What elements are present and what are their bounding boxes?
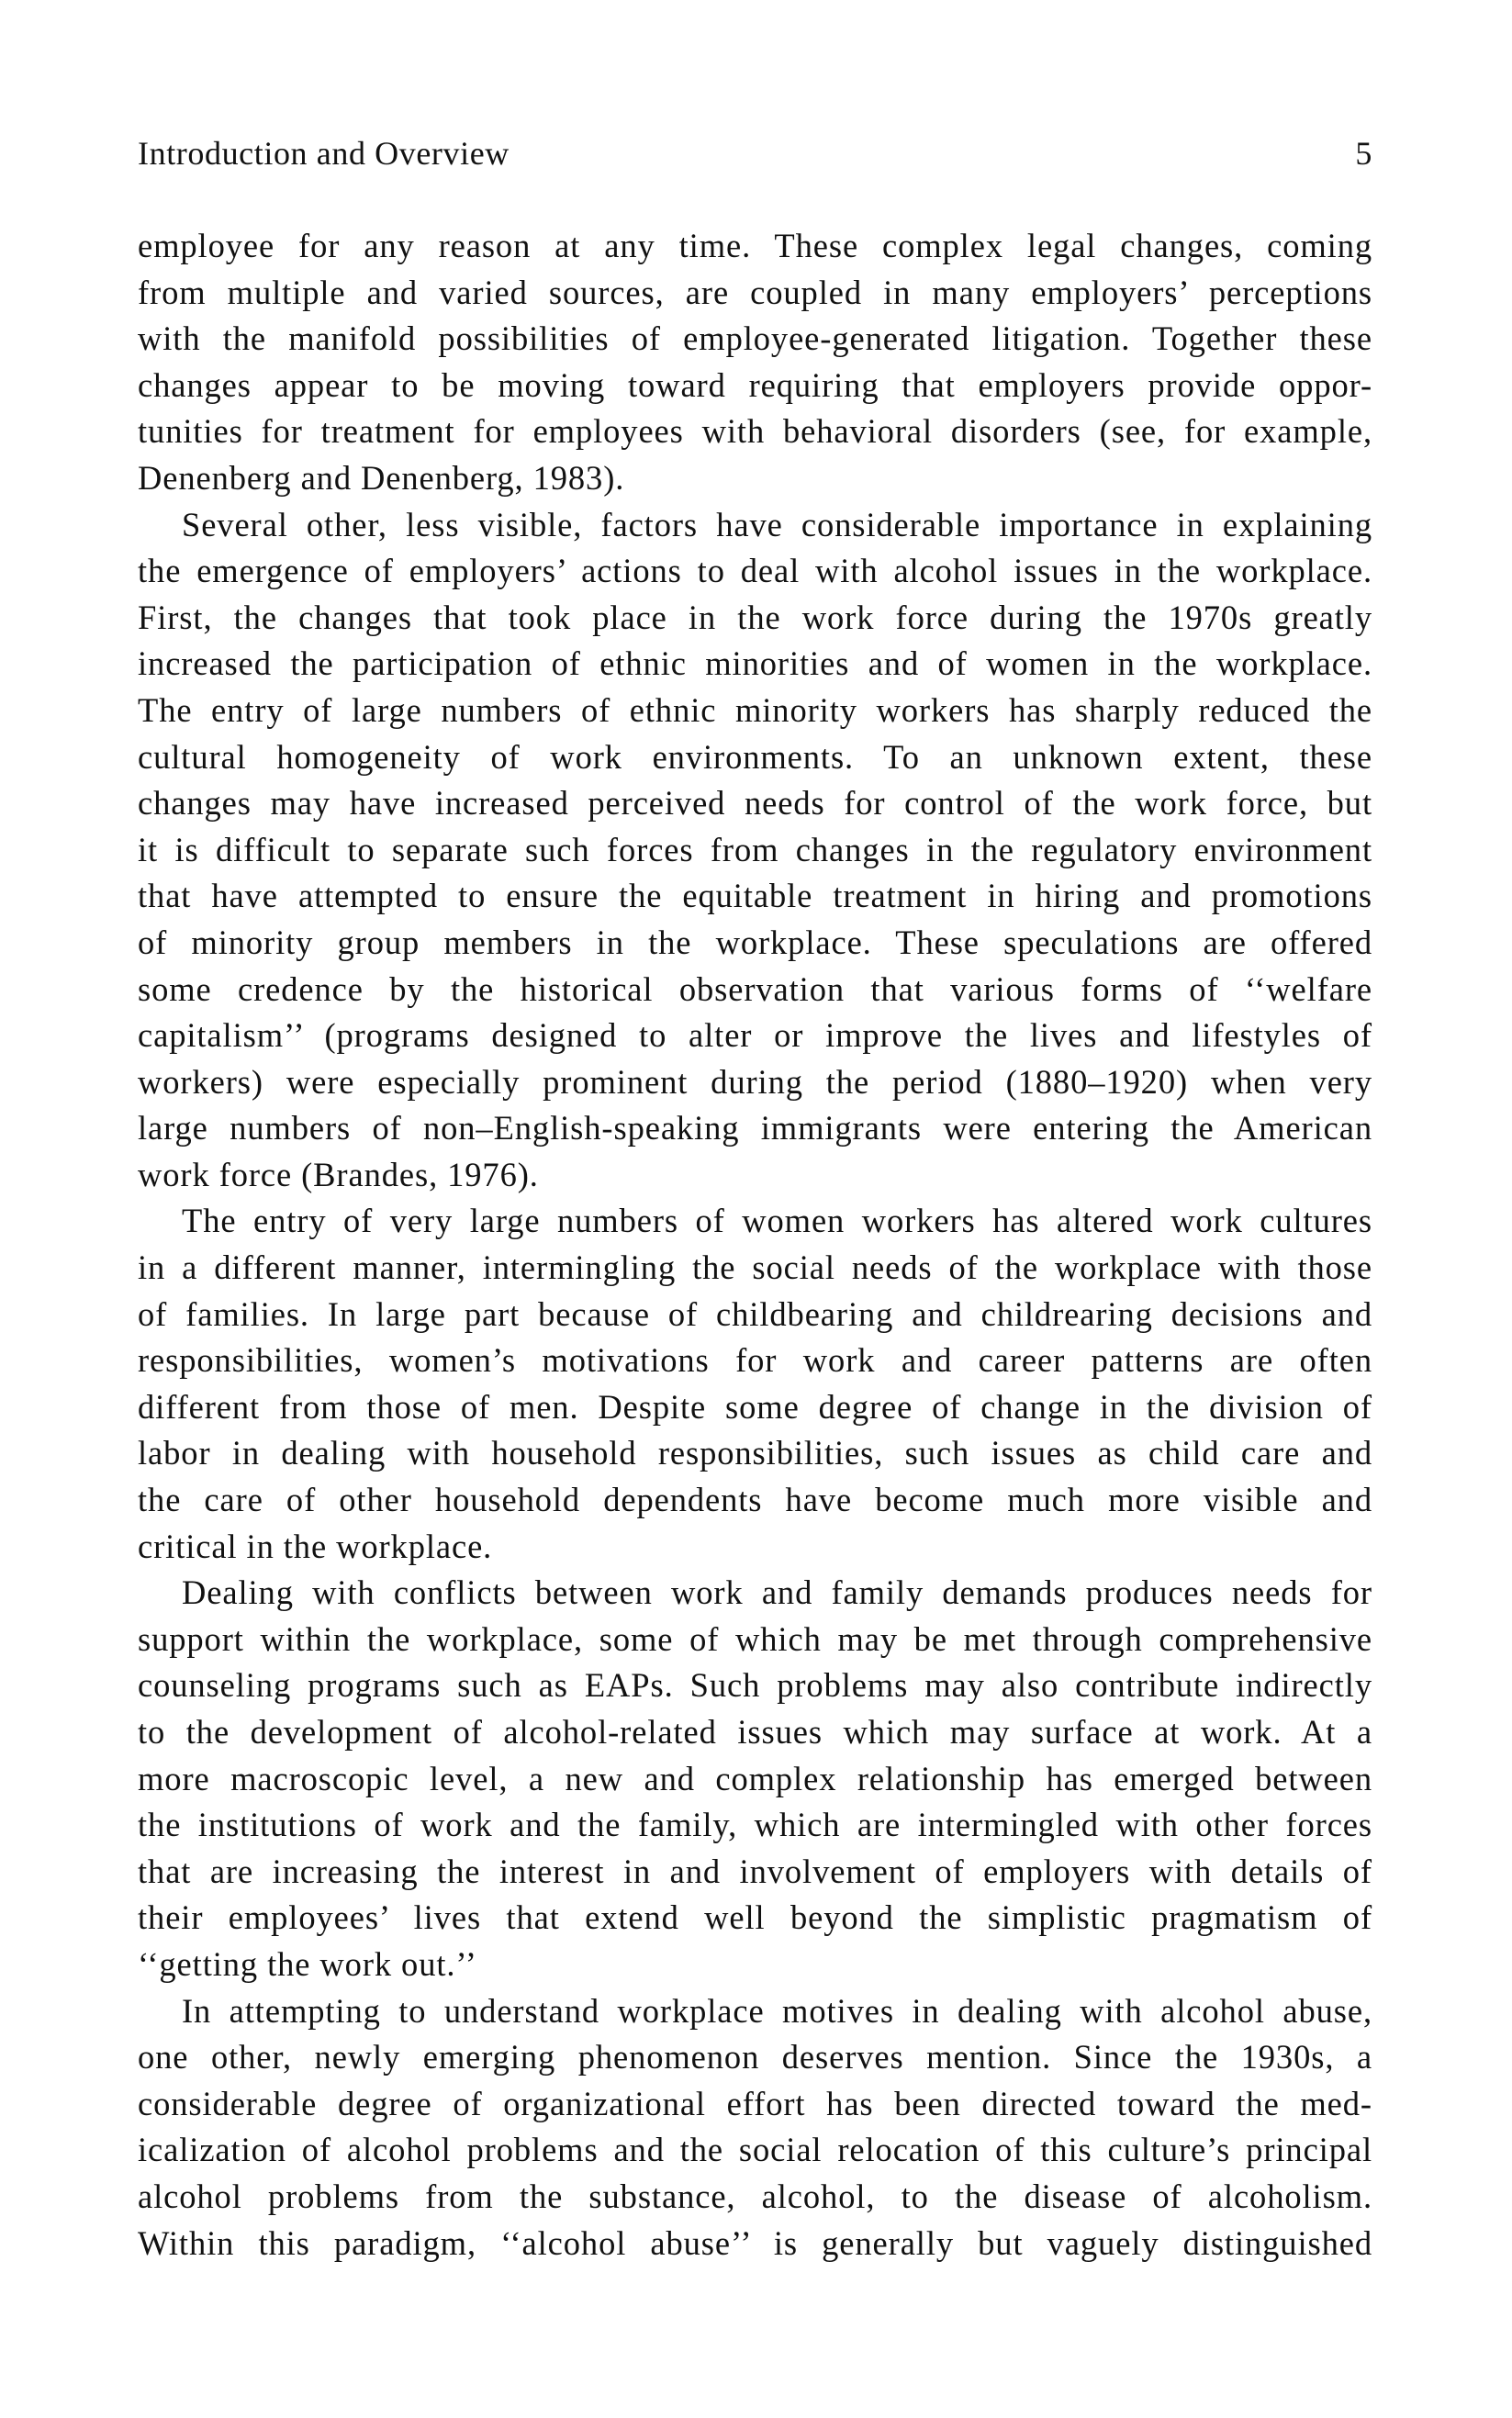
text-line: their employees’ lives that extend well beyond the simplistic pragmatism of [138,1898,1372,1937]
text-line: counseling programs such as EAPs. Such problems may also contribute indirectly [138,1666,1372,1705]
text-line: considerable degree of organizational effort has been directed toward the med- [138,2084,1372,2122]
paragraph-1 [138,223,1372,502]
text-line: Denenberg and Denenberg, 1983). [138,458,625,497]
text-line: responsibilities, women’s motivations for work and career patterns are often [138,1341,1372,1380]
text-line: changes appear to be moving toward requiring that employers provide oppor- [138,365,1372,404]
text-line: alcohol problems from the substance, alcohol, to the disease of alcoholism. [138,2177,1372,2215]
paragraph-4 [138,1570,1372,1987]
text-line: workers) were especially prominent during the period (1880–1920) when very [138,1062,1372,1101]
text-line: capitalism’’ (programs designed to alter or improve the lives and lifestyles of [138,1016,1372,1055]
text-line: cultural homogeneity of work environments. To an unknown extent, these [138,737,1372,776]
text-line: that are increasing the interest in and involvement of employers with details of [138,1852,1372,1890]
text-line: more macroscopic level, a new and complex relationship has emerged between [138,1759,1372,1797]
text-line: it is difficult to separate such forces from changes in the regulatory environment [138,830,1372,868]
text-line: ‘‘getting the work out.’’ [138,1944,477,1983]
text-line: one other, newly emerging phenomenon deserves mention. Since the 1930s, a [138,2038,1372,2077]
text-line: the emergence of employers’ actions to deal with alcohol issues in the workplace. [138,552,1372,590]
text-line: the care of other household dependents have become much more visible and [138,1481,1372,1519]
paragraph-3 [138,1198,1372,1570]
text-line: of families. In large part because of childbearing and childrearing decisions and [138,1294,1372,1333]
text-line: work force (Brandes, 1976). [138,1155,539,1193]
page-number: 5 [1355,135,1372,172]
text-line: labor in dealing with household responsibilities, such issues as child care and [138,1434,1372,1472]
text-line: in a different manner, intermingling the social needs of the workplace with those [138,1248,1372,1287]
text-line: large numbers of non–English-speaking immigrants were entering the American [138,1109,1372,1147]
text-line: Within this paradigm, ‘‘alcohol abuse’’ is generally but vaguely distinguished [138,2223,1372,2262]
text-line: employee for any reason at any time. These complex legal changes, coming [138,227,1372,264]
body-text [138,223,1372,2267]
text-line: First, the changes that took place in the work force during the 1970s greatly [138,598,1372,636]
text-line: The entry of large numbers of ethnic minority workers has sharply reduced the [138,690,1372,729]
running-head [138,133,1372,174]
text-line: The entry of very large numbers of women workers has altered work cultures [182,1202,1372,1240]
text-line: support within the workplace, some of which may be met through comprehensive [138,1619,1372,1658]
text-line: icalization of alcohol problems and the social relocation of this culture’s principal [138,2131,1372,2169]
text-line: that have attempted to ensure the equitable treatment in hiring and promotions [138,877,1372,915]
text-line: In attempting to understand workplace motives in dealing with alcohol abuse, [182,1991,1372,2030]
paragraph-2 [138,502,1372,1199]
text-line: Dealing with conflicts between work and family demands produces needs for [182,1573,1372,1612]
text-line: different from those of men. Despite some degree of change in the division of [138,1387,1372,1426]
text-line: some credence by the historical observation that various forms of ‘‘welfare [138,969,1372,1008]
text-line: tunities for treatment for employees with behavioral disorders (see, for example, [138,412,1372,451]
text-line: critical in the workplace. [138,1527,493,1565]
text-line: the institutions of work and the family, which are intermingled with other forces [138,1806,1372,1844]
text-line: increased the participation of ethnic minorities and of women in the workplace. [138,644,1372,683]
text-line: from multiple and varied sources, are coupled in many employers’ perceptions [138,273,1372,311]
text-line: Several other, less visible, factors have considerable importance in explaining [182,505,1372,543]
chapter-title: Introduction and Overview [138,135,510,172]
text-line: to the development of alcohol-related issues which may surface at work. At a [138,1713,1372,1751]
paragraph-5 [138,1988,1372,2267]
text-line: of minority group members in the workplace. These speculations are offered [138,923,1372,961]
text-line: changes may have increased perceived needs for control of the work force, but [138,784,1372,823]
text-line: with the manifold possibilities of employee-generated litigation. Together these [138,319,1372,358]
